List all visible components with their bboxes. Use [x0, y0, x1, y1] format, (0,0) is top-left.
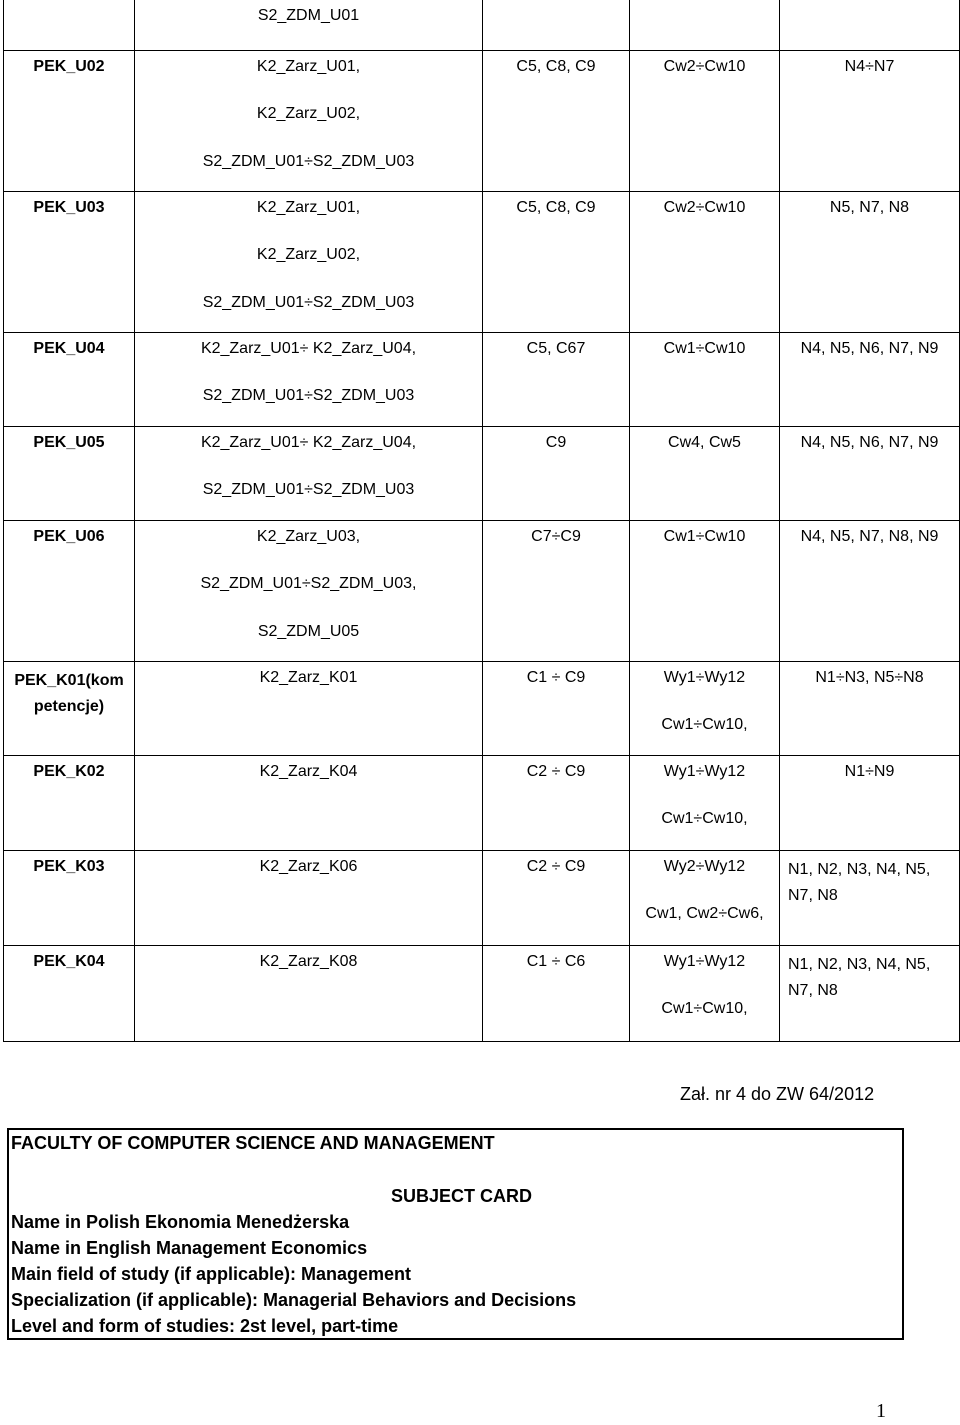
table-cell-effect-id: PEK_K03 [4, 850, 135, 945]
table-cell-tools: N1, N2, N3, N4, N5, N7, N8 [780, 850, 960, 945]
name-polish: Name in Polish Ekonomia Menedżerska [11, 1212, 350, 1232]
table-cell-tools: N4÷N7 [780, 50, 960, 191]
table-cell-tools: N4, N5, N6, N7, N9 [780, 426, 960, 520]
table-cell-forms: Wy1÷Wy12 Cw1÷Cw10, [630, 945, 780, 1041]
table-cell-goals: C9 [483, 426, 630, 520]
table-cell-goals: C5, C8, C9 [483, 191, 630, 332]
table-cell-refs: K2_Zarz_U01, K2_Zarz_U02, S2_ZDM_U01÷S2_ZDM_U03 [135, 50, 483, 191]
table-cell-forms: Wy1÷Wy12 Cw1÷Cw10, [630, 661, 780, 755]
table-cell-empty [483, 0, 630, 50]
table-cell-effect-id: PEK_U04 [4, 332, 135, 426]
table-row [4, 661, 960, 755]
table-cell-goals: C5, C67 [483, 332, 630, 426]
table-cell-refs: K2_Zarz_U01÷ K2_Zarz_U04, S2_ZDM_U01÷S2_ZDM_U03 [135, 426, 483, 520]
table-row [4, 332, 960, 426]
table-row [4, 50, 960, 191]
table-cell-refs: S2_ZDM_U01 [135, 0, 483, 50]
table-cell-effect-id: PEK_K02 [4, 755, 135, 850]
table-cell-goals: C1 ÷ C9 [483, 661, 630, 755]
attachment-note: Zał. nr 4 do ZW 64/2012 [680, 1084, 875, 1104]
table-cell-effect-id: PEK_U05 [4, 426, 135, 520]
table-cell-goals: C7÷C9 [483, 520, 630, 661]
table-cell-forms: Cw2÷Cw10 [630, 50, 780, 191]
table-row [4, 945, 960, 1041]
table-cell-goals: C2 ÷ C9 [483, 850, 630, 945]
subject-card-heading: SUBJECT CARD [391, 1186, 533, 1206]
main-field-of-study: Main field of study (if applicable): Management [11, 1264, 412, 1284]
page-number: 1 [876, 1400, 886, 1422]
specialization: Specialization (if applicable): Managerial Behaviors and Decisions [11, 1290, 577, 1310]
table-cell-effect-id: PEK_K04 [4, 945, 135, 1041]
level-and-form: Level and form of studies: 2st level, part-time [11, 1316, 399, 1336]
table-row [4, 850, 960, 945]
table-cell-tools: N1÷N9 [780, 755, 960, 850]
table-cell-tools: N4, N5, N7, N8, N9 [780, 520, 960, 661]
table-row [4, 191, 960, 332]
table-cell-forms: Cw4, Cw5 [630, 426, 780, 520]
table-cell-forms: Wy2÷Wy12 Cw1, Cw2÷Cw6, [630, 850, 780, 945]
table-cell-refs: K2_Zarz_K06 [135, 850, 483, 945]
learning-effects-table [3, 0, 960, 1042]
table-cell-goals: C5, C8, C9 [483, 50, 630, 191]
name-english: Name in English Management Economics [11, 1238, 368, 1258]
table-cell-refs: K2_Zarz_U01÷ K2_Zarz_U04, S2_ZDM_U01÷S2_ZDM_U03 [135, 332, 483, 426]
table-cell-effect-id: PEK_K01(kom petencje) [4, 661, 135, 755]
table-cell-effect-id: PEK_U06 [4, 520, 135, 661]
table-cell-effect-id: PEK_U03 [4, 191, 135, 332]
table-cell-refs: K2_Zarz_K04 [135, 755, 483, 850]
table-row [4, 520, 960, 661]
faculty-name: FACULTY OF COMPUTER SCIENCE AND MANAGEMENT [11, 1133, 495, 1153]
table-row [4, 755, 960, 850]
table-cell-forms: Cw1÷Cw10 [630, 520, 780, 661]
table-cell-tools: N1÷N3, N5÷N8 [780, 661, 960, 755]
table-cell-goals: C1 ÷ C6 [483, 945, 630, 1041]
table-cell-refs: K2_Zarz_K01 [135, 661, 483, 755]
table-cell-forms: Wy1÷Wy12 Cw1÷Cw10, [630, 755, 780, 850]
table-row [4, 426, 960, 520]
table-cell-forms: Cw2÷Cw10 [630, 191, 780, 332]
table-cell-empty [4, 0, 135, 50]
table-cell-refs: K2_Zarz_U01, K2_Zarz_U02, S2_ZDM_U01÷S2_ZDM_U03 [135, 191, 483, 332]
table-cell-effect-id: PEK_U02 [4, 50, 135, 191]
table-cell-refs: K2_Zarz_U03, S2_ZDM_U01÷S2_ZDM_U03, S2_ZDM_U05 [135, 520, 483, 661]
subject-card-header [7, 1128, 904, 1340]
table-cell-tools: N1, N2, N3, N4, N5, N7, N8 [780, 945, 960, 1041]
table-cell-refs: K2_Zarz_K08 [135, 945, 483, 1041]
table-cell-empty [630, 0, 780, 50]
table-cell-goals: C2 ÷ C9 [483, 755, 630, 850]
table-cell-forms: Cw1÷Cw10 [630, 332, 780, 426]
table-cell-tools: N4, N5, N6, N7, N9 [780, 332, 960, 426]
table-cell-tools: N5, N7, N8 [780, 191, 960, 332]
table-row-continuation [4, 0, 960, 50]
table-cell-empty [780, 0, 960, 50]
